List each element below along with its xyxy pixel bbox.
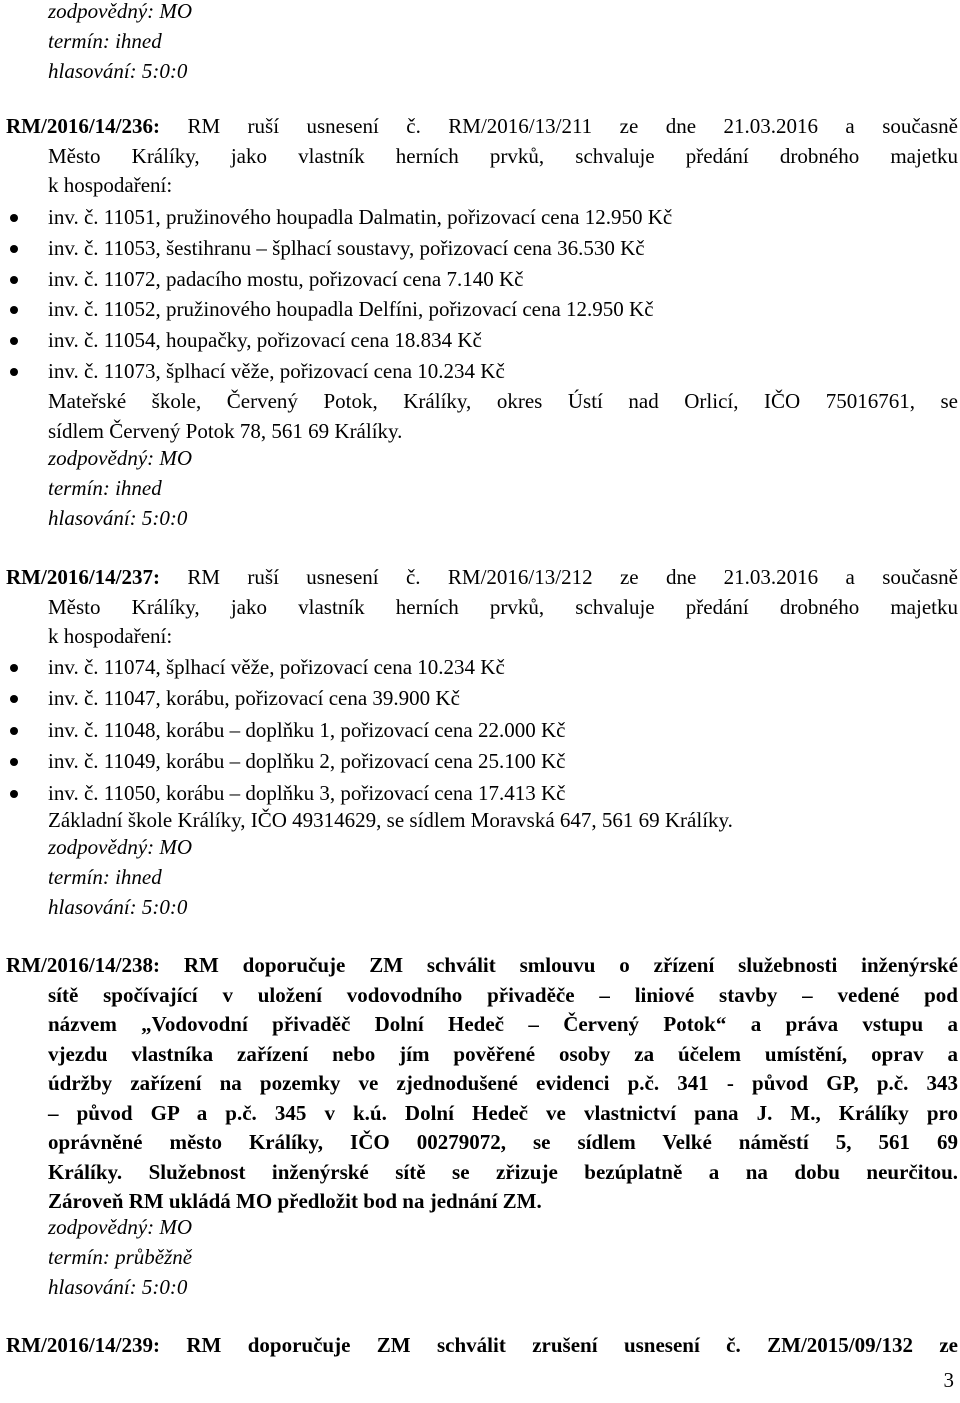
list-item: inv. č. 11074, šplhací věže, pořizovací cena 10.234 Kč (6, 652, 958, 683)
list-item: inv. č. 11052, pružinového houpadla Delfíni, pořizovací cena 12.950 Kč (6, 294, 958, 325)
vote-line: hlasování: 5:0:0 (48, 1275, 188, 1299)
resolution-text-line: oprávněné město Králíky, IČO 00279072, se sídlem Velké náměstí 5, 561 69 (48, 1130, 958, 1154)
resolution-text: RM doporučuje ZM schválit zrušení usnesení č. ZM/2015/09/132 ze (186, 1333, 958, 1357)
recipient-236 (48, 387, 958, 446)
asset-list-237 (6, 652, 958, 809)
resolution-text-line: k hospodaření: (48, 624, 173, 648)
resolution-239 (6, 1331, 958, 1361)
list-item: inv. č. 11049, korábu – doplňku 2, pořizovací cena 25.100 Kč (6, 746, 958, 777)
vote-line: hlasování: 5:0:0 (48, 895, 188, 919)
resolution-text-line: – původ GP a p.č. 345 v k.ú. Dolní Hedeč ve vlastnictví pana J. M., Králíky pro (48, 1100, 958, 1125)
bullet-icon (10, 727, 18, 735)
bullet-icon (10, 276, 18, 284)
resolution-238 (6, 951, 958, 1217)
resolution-text-line: údržby zařízení na pozemky ve zjednodušené evidenci p.č. 341 - původ GP, p.č. 343 (48, 1071, 958, 1095)
list-item: inv. č. 11072, padacího mostu, pořizovací cena 7.140 Kč (6, 264, 958, 295)
responsible-line: zodpovědný: MO (48, 1215, 193, 1239)
bullet-icon (10, 245, 18, 253)
resolution-id: RM/2016/14/238: (6, 953, 160, 977)
bullet-icon (10, 790, 18, 798)
vote-line: hlasování: 5:0:0 (48, 506, 188, 530)
page-number: 3 (943, 1368, 954, 1392)
deadline-line: termín: ihned (48, 865, 162, 889)
resolution-236 (6, 112, 958, 201)
resolution-head-line (6, 112, 958, 142)
resolution-meta (48, 443, 192, 533)
resolution-head-line (6, 1331, 958, 1361)
resolution-id: RM/2016/14/237: (6, 565, 160, 589)
recipient-line: Základní škole Králíky, IČO 49314629, se sídlem Moravská 647, 561 69 Králíky. (48, 808, 733, 832)
list-item: inv. č. 11073, šplhací věže, pořizovací cena 10.234 Kč (6, 356, 958, 387)
bullet-icon (10, 368, 18, 376)
resolution-meta (48, 1212, 192, 1302)
list-item: inv. č. 11048, korábu – doplňku 1, pořizovací cena 22.000 Kč (6, 715, 958, 746)
deadline-line: termín: ihned (48, 476, 162, 500)
asset-list-236 (6, 202, 958, 387)
list-item: inv. č. 11053, šestihranu – šplhací soustavy, pořizovací cena 36.530 Kč (6, 233, 958, 264)
responsible-line: zodpovědný: MO (48, 446, 193, 470)
bullet-icon (10, 214, 18, 222)
bullet-icon (10, 664, 18, 672)
resolution-text-line: Město Králíky, jako vlastník herních prvků, schvaluje předání drobného majetku (48, 594, 958, 619)
list-item: inv. č. 11047, korábu, pořizovací cena 39.900 Kč (6, 683, 958, 714)
bullet-icon (10, 695, 18, 703)
list-item: inv. č. 11054, houpačky, pořizovací cena 18.834 Kč (6, 325, 958, 356)
resolution-id: RM/2016/14/236: (6, 114, 160, 138)
resolution-text: RM ruší usnesení č. RM/2016/13/212 ze dne 21.03.2016 a současně (187, 565, 959, 589)
resolution-text-line: Město Králíky, jako vlastník herních prvků, schvaluje předání drobného majetku (48, 143, 958, 168)
resolution-head-line (6, 951, 958, 981)
recipient-line: sídlem Červený Potok 78, 561 69 Králíky. (48, 418, 403, 443)
bullet-icon (10, 758, 18, 766)
resolution-text: RM ruší usnesení č. RM/2016/13/211 ze dne 21.03.2016 a současně (187, 114, 958, 138)
responsible-line: zodpovědný: MO (48, 835, 193, 859)
recipient-line: Mateřské škole, Červený Potok, Králíky, okres Ústí nad Orlicí, IČO 75016761, se (48, 389, 958, 413)
responsible-line: zodpovědný: MO (48, 0, 193, 23)
resolution-text-line: vjezdu vlastníka zařízení nebo jím pověřené osoby za účelem umístění, oprav a (48, 1041, 958, 1066)
bullet-icon (10, 337, 18, 345)
deadline-line: termín: průběžně (48, 1245, 193, 1269)
resolution-237 (6, 563, 958, 652)
resolution-head-line (6, 563, 958, 593)
resolution-meta (48, 832, 192, 922)
resolution-meta (48, 0, 192, 86)
resolution-text-line: sítě spočívající v uložení vodovodního přivaděče – liniové stavby – vedené pod (48, 982, 958, 1007)
resolution-id: RM/2016/14/239: (6, 1333, 160, 1357)
vote-line: hlasování: 5:0:0 (48, 59, 188, 83)
resolution-text-line: k hospodaření: (48, 173, 173, 197)
resolution-text-line: názvem „Vodovodní přivaděč Dolní Hedeč – Červený Potok“ a práva vstupu a (48, 1012, 958, 1036)
resolution-text-line: Zároveň RM ukládá MO předložit bod na jednání ZM. (48, 1189, 542, 1213)
list-item: inv. č. 11051, pružinového houpadla Dalmatin, pořizovací cena 12.950 Kč (6, 202, 958, 233)
resolution-text: RM doporučuje ZM schválit smlouvu o zřízení služebnosti inženýrské (183, 953, 959, 977)
list-item: inv. č. 11050, korábu – doplňku 3, pořizovací cena 17.413 Kč (6, 778, 958, 809)
bullet-icon (10, 306, 18, 314)
deadline-line: termín: ihned (48, 29, 162, 53)
resolution-text-line: Králíky. Služebnost inženýrské sítě se zřizuje bezúplatně a na dobu neurčitou. (48, 1159, 958, 1184)
